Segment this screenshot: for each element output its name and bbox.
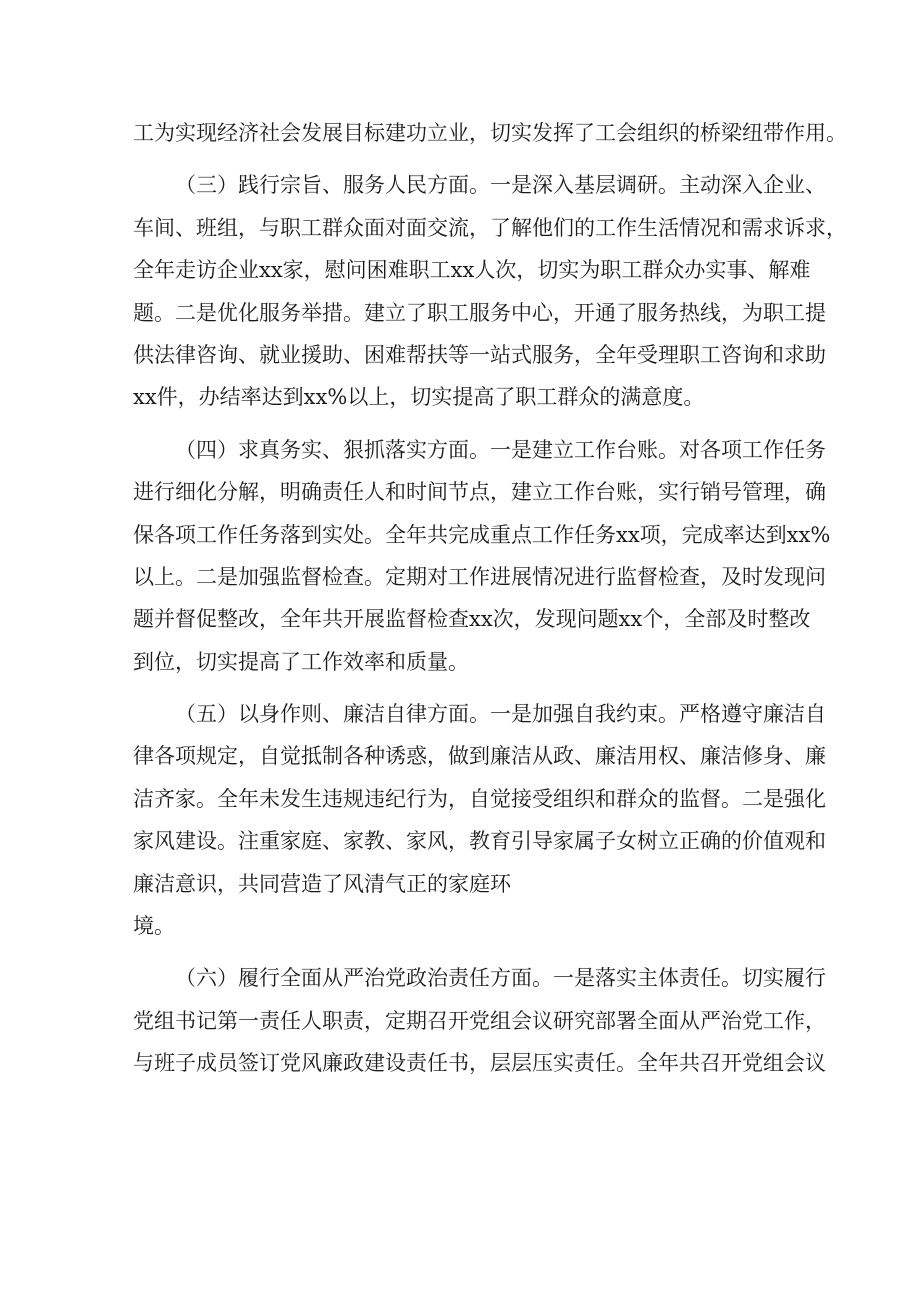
paragraph-1 xyxy=(133,112,847,154)
text-line: 题。二是优化服务举措。建立了职工服务中心，开通了服务热线，为职工提 xyxy=(133,300,826,325)
paragraph-3 xyxy=(133,429,831,683)
text-line: 工为实现经济社会发展目标建功立业，切实发挥了工会组织的桥梁纽带作用。 xyxy=(133,121,847,145)
text-line: 供法律咨询、就业援助、困难帮扶等一站式服务，全年受理职工咨询和求助 xyxy=(133,342,826,367)
text-line: 与班子成员签订党风廉政建设责任书，层层压实责任。全年共召开党组会议 xyxy=(133,1051,826,1076)
text-line: （六）履行全面从严治党政治责任方面。一是落实主体责任。切实履行 xyxy=(175,966,826,991)
text-line: 党组书记第一责任人职责，定期召开党组会议研究部署全面从严治党工作， xyxy=(133,1008,826,1033)
paragraph-5 xyxy=(133,957,826,1084)
paragraph-2 xyxy=(133,164,847,418)
text-line: xx件，办结率达到xx%以上，切实提高了职工群众的满意度。 xyxy=(133,385,705,410)
text-line: （五）以身作则、廉洁自律方面。一是加强自我约束。严格遵守廉洁自 xyxy=(175,702,826,727)
text-line: 全年走访企业xx家，慰问困难职工xx人次，切实为职工群众办实事、解难 xyxy=(133,258,811,283)
text-line: 律各项规定，自觉抵制各种诱惑，做到廉洁从政、廉洁用权、廉洁修身、廉 xyxy=(133,744,826,769)
text-line: 洁齐家。全年未发生违规违纪行为，自觉接受组织和群众的监督。二是强化 xyxy=(133,786,826,811)
text-line: 进行细化分解，明确责任人和时间节点，建立工作台账，实行销号管理，确 xyxy=(133,480,826,505)
text-line: （四）求真务实、狠抓落实方面。一是建立工作台账。对各项工作任务 xyxy=(175,437,826,462)
document-body xyxy=(133,112,847,1085)
text-line: 廉洁意识，共同营造了风清气正的家庭环 xyxy=(133,871,511,896)
text-line: 家风建设。注重家庭、家教、家风，教育引导家属子女树立正确的价值观和 xyxy=(133,829,826,854)
text-line: 题并督促整改，全年共开展监督检查xx次，发现问题xx个，全部及时整改 xyxy=(133,607,811,632)
text-line: 到位，切实提高了工作效率和质量。 xyxy=(133,649,469,674)
text-line: 境。 xyxy=(133,914,175,939)
paragraph-4 xyxy=(133,693,826,947)
text-line: 车间、班组，与职工群众面对面交流，了解他们的工作生活情况和需求诉求， xyxy=(133,215,847,240)
text-line: （三）践行宗旨、服务人民方面。一是深入基层调研。主动深入企业、 xyxy=(175,173,826,198)
text-line: 以上。二是加强监督检查。定期对工作进展情况进行监督检查，及时发现问 xyxy=(133,564,826,589)
text-line: 保各项工作任务落到实处。全年共完成重点工作任务xx项，完成率达到xx% xyxy=(133,522,831,547)
